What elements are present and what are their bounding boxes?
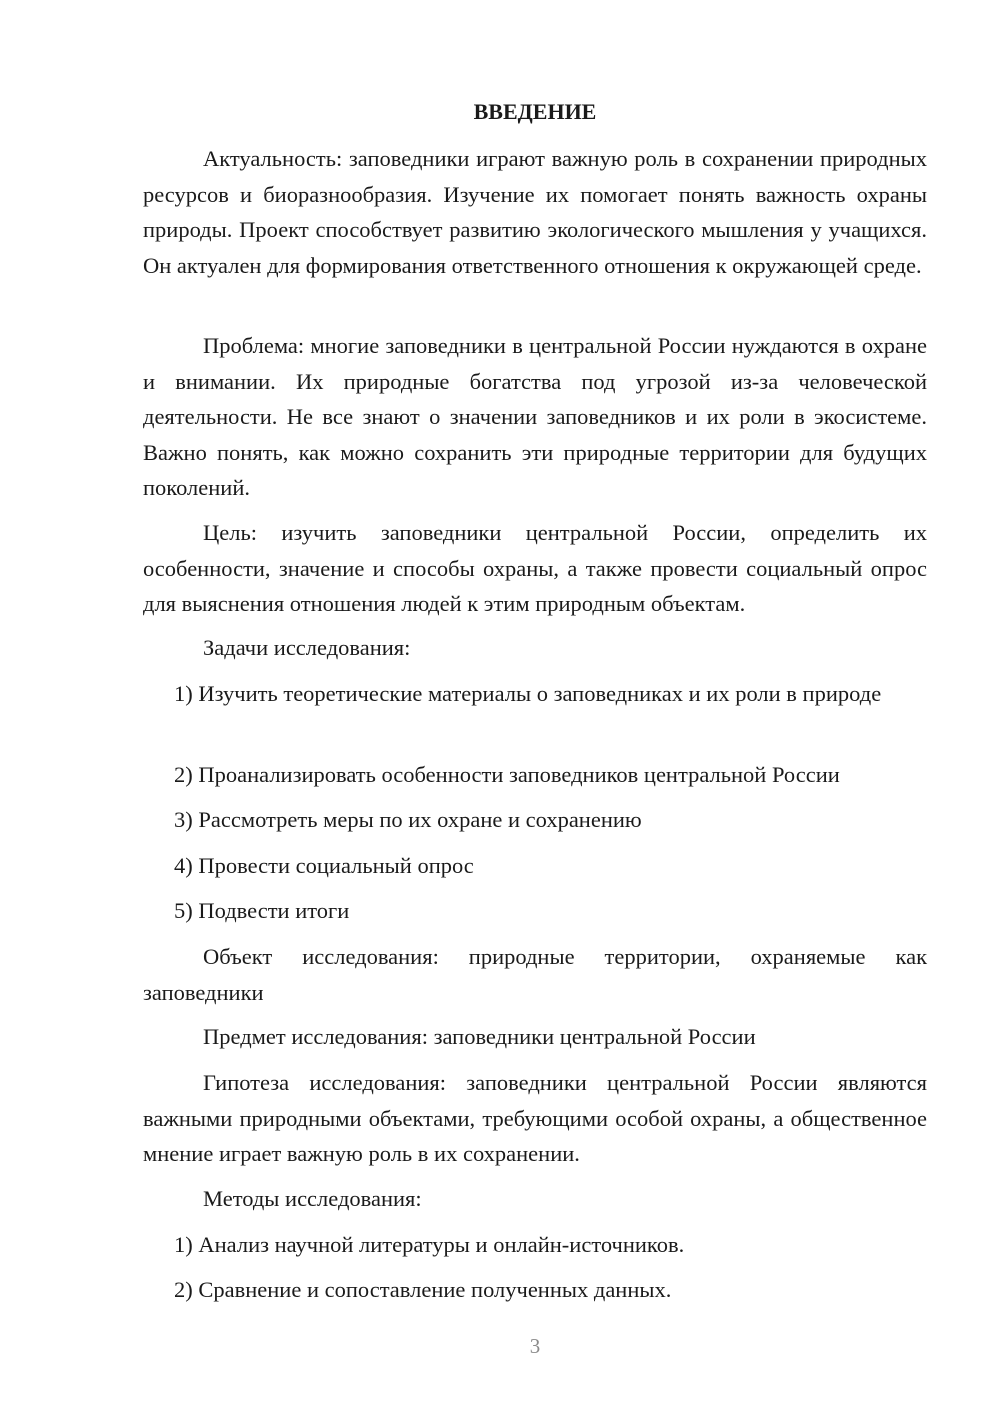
task-item-4: 4) Провести социальный опрос <box>174 853 474 878</box>
tasks-heading: Задачи исследования: <box>203 635 411 660</box>
methods-heading: Методы исследования: <box>203 1186 422 1211</box>
task-item-2: 2) Проанализировать особенности заповедников центральной России <box>174 762 840 787</box>
hypothesis-paragraph: Гипотеза исследования: заповедники центральной России являются важными природными объектами, требующими особой охраны, а общественное мнение играет важную роль в их сохранении. <box>143 1070 927 1166</box>
subject-paragraph: Предмет исследования: заповедники центральной России <box>203 1024 756 1049</box>
object-paragraph: Объект исследования: природные территории, охраняемые как заповедники <box>143 944 927 1005</box>
goal-paragraph: Цель: изучить заповедники центральной России, определить их особенности, значение и способы охраны, а также провести социальный опрос для выяснения отношения людей к этим природным объектам. <box>143 520 927 616</box>
relevance-paragraph: Актуальность: заповедники играют важную роль в сохранении природных ресурсов и биоразнообразия. Изучение их помогает понять важность охраны природы. Проект способствует развитию экологического мышления у учащихся. Он актуален для формирования ответственного отношения к окружающей среде. <box>143 146 927 278</box>
method-item-2: 2) Сравнение и сопоставление полученных данных. <box>174 1277 672 1302</box>
document-title: ВВЕДЕНИЕ <box>473 99 597 124</box>
method-item-1: 1) Анализ научной литературы и онлайн-источников. <box>174 1232 685 1257</box>
page-number: 3 <box>529 1334 541 1358</box>
task-item-1: 1) Изучить теоретические материалы о заповедниках и их роли в природе <box>174 681 882 706</box>
task-item-3: 3) Рассмотреть меры по их охране и сохранению <box>174 807 642 832</box>
task-item-5: 5) Подвести итоги <box>174 898 350 923</box>
problem-paragraph: Проблема: многие заповедники в центральной России нуждаются в охране и внимании. Их природные богатства под угрозой из-за человеческой деятельности. Не все знают о значении заповедников и их роли в экосистеме. Важно понять, как можно сохранить эти природные территории для будущих поколений. <box>143 333 927 500</box>
